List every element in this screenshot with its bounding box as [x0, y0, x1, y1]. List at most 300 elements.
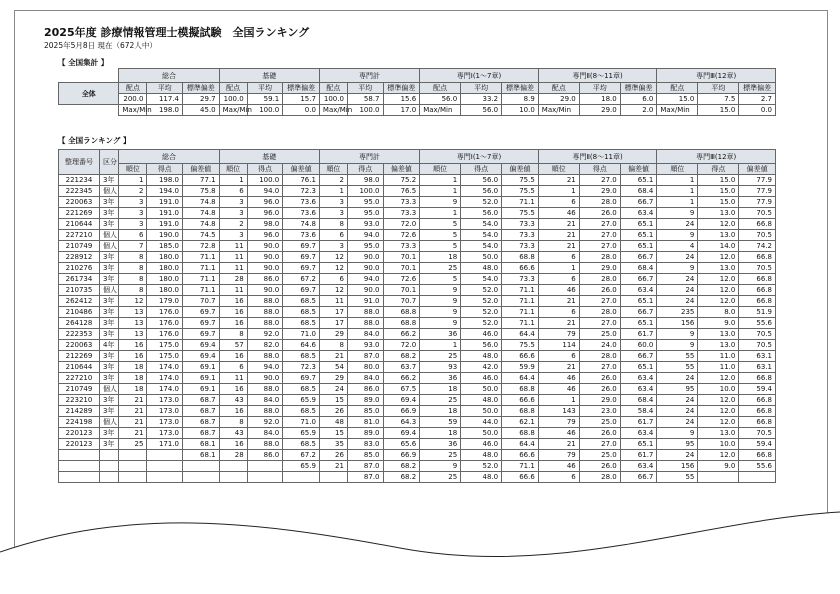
summary-stat-cell: 29.0 [538, 94, 579, 105]
ranking-value-cell: 16 [219, 318, 247, 329]
ranking-id-cell: 212269 [59, 351, 100, 362]
ranking-value-cell: 3 [319, 197, 347, 208]
ranking-value-cell: 21 [319, 351, 347, 362]
summary-stat-cell: 7.5 [698, 94, 739, 105]
ranking-value-cell: 12.0 [698, 252, 739, 263]
ranking-value-cell: 63.4 [620, 285, 657, 296]
ranking-value-cell: 68.8 [502, 406, 539, 417]
ranking-row [59, 274, 776, 285]
ranking-id-cell: 210735 [59, 285, 100, 296]
ranking-value-cell: 66.6 [502, 472, 539, 483]
ranking-value-cell: 28.0 [579, 307, 620, 318]
ranking-value-cell: 100.0 [347, 186, 383, 197]
ranking-row [59, 362, 776, 373]
ranking-value-cell: 46.0 [461, 329, 502, 340]
ranking-value-cell: 18 [119, 384, 147, 395]
ranking-value-cell: 9 [420, 307, 461, 318]
ranking-value-cell: 198.0 [147, 175, 183, 186]
summary-blank-cell [59, 105, 119, 116]
ranking-value-cell: 82.0 [247, 340, 283, 351]
ranking-value-cell: 24 [657, 274, 698, 285]
ranking-value-cell: 5 [420, 219, 461, 230]
ranking-value-cell: 66.9 [383, 406, 420, 417]
summary-subheader-cell: 配点 [538, 83, 579, 94]
ranking-class-cell: 3年 [99, 329, 118, 340]
ranking-value-cell: 63.4 [620, 461, 657, 472]
ranking-value-cell: 64.4 [502, 329, 539, 340]
ranking-value-cell: 94.0 [347, 230, 383, 241]
ranking-value-cell: 68.8 [502, 428, 539, 439]
summary-subheader-cell: 平均 [579, 83, 620, 94]
ranking-value-cell [247, 461, 283, 472]
ranking-value-cell: 25 [420, 263, 461, 274]
ranking-value-cell: 48.0 [461, 450, 502, 461]
document-subtitle: 2025年5月8日 現在（672人中） [44, 41, 157, 50]
ranking-value-cell: 13.0 [698, 263, 739, 274]
ranking-value-cell: 69.7 [182, 329, 219, 340]
ranking-value-cell: 1 [538, 395, 579, 406]
ranking-value-cell: 56.0 [461, 340, 502, 351]
ranking-value-cell: 68.7 [182, 428, 219, 439]
ranking-value-cell: 180.0 [147, 252, 183, 263]
ranking-value-cell: 11 [319, 296, 347, 307]
summary-subheader-cell: 平均 [147, 83, 183, 94]
ranking-value-cell: 66.8 [739, 296, 776, 307]
summary-group-header: 専門Ⅲ(12章) [657, 69, 776, 83]
ranking-value-cell: 21 [538, 296, 579, 307]
ranking-value-cell: 6 [538, 472, 579, 483]
ranking-class-cell [99, 472, 118, 483]
ranking-value-cell: 95 [657, 384, 698, 395]
ranking-value-cell: 59.4 [739, 439, 776, 450]
ranking-value-cell: 84.0 [247, 428, 283, 439]
ranking-value-cell: 66.8 [739, 450, 776, 461]
ranking-group-header: 専門Ⅱ(8～11章) [538, 150, 657, 164]
ranking-value-cell: 71.1 [182, 274, 219, 285]
ranking-value-cell: 11 [219, 241, 247, 252]
ranking-value-cell [147, 450, 183, 461]
ranking-value-cell: 71.0 [283, 417, 320, 428]
ranking-row [59, 461, 776, 472]
ranking-value-cell: 73.3 [383, 208, 420, 219]
ranking-value-cell: 90.0 [347, 263, 383, 274]
ranking-row [59, 340, 776, 351]
summary-group-header: 専門Ⅰ(1～7章) [420, 69, 539, 83]
class-column-header: 区分 [99, 150, 118, 175]
ranking-value-cell: 55 [657, 351, 698, 362]
ranking-row [59, 230, 776, 241]
ranking-value-cell: 74.8 [283, 219, 320, 230]
summary-subheader-cell: 配点 [119, 83, 147, 94]
ranking-value-cell: 83.0 [347, 439, 383, 450]
ranking-value-cell: 8 [219, 329, 247, 340]
ranking-value-cell: 11 [219, 285, 247, 296]
ranking-value-cell: 95.0 [347, 197, 383, 208]
ranking-value-cell: 61.7 [620, 450, 657, 461]
summary-subheader-cell: 配点 [420, 83, 461, 94]
ranking-value-cell: 18 [420, 406, 461, 417]
ranking-value-cell: 64.3 [383, 417, 420, 428]
ranking-value-cell [219, 461, 247, 472]
ranking-value-cell: 180.0 [147, 285, 183, 296]
ranking-value-cell: 66.8 [739, 274, 776, 285]
ranking-value-cell: 71.1 [502, 461, 539, 472]
summary-stat-cell: 29.7 [182, 94, 219, 105]
ranking-value-cell: 66.7 [620, 351, 657, 362]
ranking-value-cell: 65.1 [620, 230, 657, 241]
ranking-value-cell: 9 [657, 208, 698, 219]
ranking-value-cell: 27.0 [579, 230, 620, 241]
ranking-value-cell: 66.7 [620, 274, 657, 285]
document-title: 2025年度 診療情報管理士模擬試験 全国ランキング [44, 26, 310, 39]
ranking-row [59, 472, 776, 483]
ranking-value-cell: 90.0 [347, 252, 383, 263]
summary-stat-cell: 200.0 [119, 94, 147, 105]
ranking-value-cell: 71.1 [502, 296, 539, 307]
ranking-value-cell: 68.2 [383, 461, 420, 472]
ranking-value-cell: 25 [420, 351, 461, 362]
ranking-value-cell: 13 [119, 329, 147, 340]
ranking-value-cell: 18 [420, 252, 461, 263]
ranking-value-cell: 63.4 [620, 384, 657, 395]
ranking-value-cell: 80.0 [347, 362, 383, 373]
ranking-row [59, 241, 776, 252]
ranking-value-cell: 27.0 [579, 318, 620, 329]
ranking-value-cell: 66.8 [739, 219, 776, 230]
ranking-value-cell: 68.2 [383, 351, 420, 362]
ranking-id-cell: 222353 [59, 329, 100, 340]
ranking-value-cell: 66.7 [620, 307, 657, 318]
ranking-value-cell: 65.9 [283, 428, 320, 439]
ranking-value-cell: 2 [219, 219, 247, 230]
ranking-value-cell: 93 [420, 362, 461, 373]
ranking-id-cell: 220063 [59, 197, 100, 208]
ranking-section-label: 【 全国ランキング 】 [58, 136, 131, 145]
ranking-value-cell: 9 [657, 329, 698, 340]
ranking-value-cell: 1 [657, 175, 698, 186]
ranking-value-cell: 65.9 [283, 461, 320, 472]
ranking-value-cell: 12.0 [698, 219, 739, 230]
ranking-value-cell: 66.7 [620, 197, 657, 208]
ranking-value-cell: 8 [119, 263, 147, 274]
ranking-value-cell: 21 [538, 219, 579, 230]
ranking-value-cell: 88.0 [247, 384, 283, 395]
summary-maxmin-row [59, 105, 776, 116]
summary-stat-cell: 8.9 [502, 94, 539, 105]
ranking-value-cell: 24 [657, 252, 698, 263]
ranking-value-cell: 94.0 [247, 186, 283, 197]
ranking-value-cell: 68.1 [182, 439, 219, 450]
ranking-value-cell: 92.0 [247, 417, 283, 428]
ranking-value-cell: 93.0 [347, 340, 383, 351]
ranking-row [59, 373, 776, 384]
ranking-class-cell [99, 461, 118, 472]
ranking-value-cell: 50.0 [461, 406, 502, 417]
ranking-value-cell: 69.1 [182, 362, 219, 373]
summary-section-label: 【 全国集計 】 [58, 58, 109, 67]
ranking-value-cell: 16 [219, 307, 247, 318]
ranking-value-cell: 6 [319, 230, 347, 241]
ranking-value-cell: 79 [538, 417, 579, 428]
ranking-value-cell: 12 [119, 296, 147, 307]
summary-subheader-row [59, 83, 776, 94]
ranking-value-cell: 27.0 [579, 241, 620, 252]
ranking-value-cell: 54.0 [461, 230, 502, 241]
ranking-value-cell: 29.0 [579, 395, 620, 406]
summary-stats-row [59, 94, 776, 105]
ranking-value-cell: 68.5 [283, 406, 320, 417]
summary-subheader-cell: 平均 [461, 83, 502, 94]
ranking-value-cell: 21 [119, 417, 147, 428]
ranking-value-cell: 77.9 [739, 186, 776, 197]
ranking-value-cell: 6 [119, 230, 147, 241]
ranking-value-cell: 23.0 [579, 406, 620, 417]
ranking-row [59, 406, 776, 417]
ranking-row [59, 439, 776, 450]
summary-maxmin-label: Max/Min [119, 105, 147, 116]
ranking-value-cell: 25 [119, 439, 147, 450]
ranking-row [59, 296, 776, 307]
ranking-value-cell [182, 472, 219, 483]
ranking-value-cell: 11.0 [698, 351, 739, 362]
ranking-value-cell: 85.0 [347, 406, 383, 417]
ranking-value-cell: 94.0 [247, 362, 283, 373]
ranking-value-cell: 28.0 [579, 472, 620, 483]
summary-maxmin-label: Max/Min [219, 105, 247, 116]
ranking-class-cell: 3年 [99, 274, 118, 285]
ranking-value-cell: 114 [538, 340, 579, 351]
summary-stat-cell: 56.0 [420, 94, 461, 105]
ranking-value-cell: 10.0 [698, 384, 739, 395]
ranking-value-cell: 52.0 [461, 296, 502, 307]
ranking-value-cell: 81.0 [347, 417, 383, 428]
ranking-value-cell: 11.0 [698, 362, 739, 373]
ranking-value-cell: 88.0 [247, 318, 283, 329]
ranking-value-cell: 173.0 [147, 395, 183, 406]
ranking-value-cell: 92.0 [247, 329, 283, 340]
ranking-value-cell: 73.3 [383, 197, 420, 208]
ranking-subheader-cell: 順位 [538, 164, 579, 175]
ranking-value-cell: 4 [657, 241, 698, 252]
ranking-value-cell: 156 [657, 318, 698, 329]
summary-stat-cell: 59.1 [247, 94, 283, 105]
ranking-value-cell: 73.6 [283, 208, 320, 219]
ranking-value-cell: 26 [319, 450, 347, 461]
ranking-value-cell: 3 [319, 208, 347, 219]
ranking-value-cell: 66.8 [739, 252, 776, 263]
ranking-row [59, 450, 776, 461]
ranking-row [59, 186, 776, 197]
ranking-value-cell: 46 [538, 428, 579, 439]
ranking-value-cell: 14.0 [698, 241, 739, 252]
ranking-value-cell: 24 [657, 285, 698, 296]
ranking-value-cell: 75.5 [502, 186, 539, 197]
ranking-row [59, 351, 776, 362]
ranking-value-cell: 6 [319, 274, 347, 285]
ranking-value-cell: 68.5 [283, 439, 320, 450]
ranking-value-cell: 6 [219, 362, 247, 373]
ranking-class-cell: 個人 [99, 230, 118, 241]
ranking-value-cell: 1 [657, 186, 698, 197]
ranking-value-cell: 24 [319, 384, 347, 395]
ranking-value-cell: 16 [119, 351, 147, 362]
ranking-value-cell: 15.0 [698, 175, 739, 186]
summary-max-cell: 100.0 [247, 105, 283, 116]
ranking-value-cell: 56.0 [461, 175, 502, 186]
ranking-subheader-cell: 得点 [698, 164, 739, 175]
ranking-value-cell: 143 [538, 406, 579, 417]
ranking-value-cell: 88.0 [247, 439, 283, 450]
ranking-value-cell: 42.0 [461, 362, 502, 373]
ranking-value-cell: 66.8 [739, 417, 776, 428]
ranking-value-cell: 51.9 [739, 307, 776, 318]
ranking-value-cell: 88.0 [347, 318, 383, 329]
ranking-value-cell: 18 [420, 384, 461, 395]
ranking-value-cell: 69.1 [182, 384, 219, 395]
ranking-class-cell: 個人 [99, 186, 118, 197]
ranking-value-cell: 12.0 [698, 285, 739, 296]
ranking-value-cell: 66.6 [502, 351, 539, 362]
ranking-value-cell: 74.8 [182, 197, 219, 208]
ranking-value-cell: 24 [657, 450, 698, 461]
ranking-class-cell: 3年 [99, 362, 118, 373]
ranking-subheader-cell: 得点 [247, 164, 283, 175]
ranking-value-cell: 12.0 [698, 450, 739, 461]
ranking-subheader-cell: 順位 [219, 164, 247, 175]
summary-group-header: 基礎 [219, 69, 319, 83]
ranking-value-cell: 180.0 [147, 263, 183, 274]
ranking-value-cell: 68.5 [283, 296, 320, 307]
ranking-value-cell: 84.0 [347, 329, 383, 340]
ranking-value-cell: 87.0 [347, 461, 383, 472]
ranking-value-cell: 12.0 [698, 296, 739, 307]
ranking-value-cell: 13.0 [698, 428, 739, 439]
ranking-value-cell: 72.0 [383, 340, 420, 351]
ranking-row [59, 263, 776, 274]
ranking-value-cell: 86.0 [247, 450, 283, 461]
summary-subheader-cell: 平均 [347, 83, 383, 94]
ranking-value-cell: 28.0 [579, 197, 620, 208]
ranking-value-cell: 43 [219, 395, 247, 406]
ranking-row [59, 208, 776, 219]
ranking-value-cell: 55.6 [739, 318, 776, 329]
summary-stat-cell: 58.7 [347, 94, 383, 105]
ranking-value-cell: 70.5 [739, 230, 776, 241]
ranking-value-cell [147, 472, 183, 483]
ranking-value-cell: 88.0 [247, 307, 283, 318]
summary-max-cell: 56.0 [461, 105, 502, 116]
ranking-value-cell: 13 [119, 318, 147, 329]
ranking-class-cell: 3年 [99, 208, 118, 219]
ranking-value-cell: 6 [538, 307, 579, 318]
ranking-value-cell: 12 [319, 285, 347, 296]
ranking-value-cell: 50.0 [461, 428, 502, 439]
ranking-value-cell: 1 [657, 197, 698, 208]
ranking-value-cell: 72.0 [383, 219, 420, 230]
ranking-class-cell: 3年 [99, 296, 118, 307]
summary-max-cell: 15.0 [698, 105, 739, 116]
ranking-value-cell: 25.0 [579, 417, 620, 428]
ranking-group-header: 専門計 [319, 150, 419, 164]
ranking-value-cell: 66.2 [383, 329, 420, 340]
ranking-value-cell: 5 [420, 241, 461, 252]
ranking-value-cell [119, 472, 147, 483]
ranking-id-cell [59, 461, 100, 472]
ranking-id-cell: 223210 [59, 395, 100, 406]
summary-row-label: 全体 [59, 83, 119, 105]
ranking-value-cell: 21 [538, 362, 579, 373]
ranking-value-cell: 54 [319, 362, 347, 373]
ranking-value-cell: 67.2 [283, 274, 320, 285]
ranking-row [59, 329, 776, 340]
ranking-value-cell: 55.6 [739, 461, 776, 472]
ranking-id-cell: 210749 [59, 384, 100, 395]
ranking-value-cell: 3 [219, 197, 247, 208]
ranking-value-cell: 12.0 [698, 406, 739, 417]
ranking-value-cell: 24 [657, 395, 698, 406]
ranking-value-cell: 71.1 [502, 307, 539, 318]
ranking-value-cell: 25 [420, 472, 461, 483]
ranking-value-cell: 52.0 [461, 197, 502, 208]
ranking-id-cell: 210486 [59, 307, 100, 318]
ranking-value-cell: 15.0 [698, 186, 739, 197]
ranking-row [59, 219, 776, 230]
ranking-value-cell: 72.3 [283, 186, 320, 197]
ranking-class-cell: 4年 [99, 340, 118, 351]
ranking-subheader-cell: 偏差値 [283, 164, 320, 175]
ranking-value-cell: 91.0 [347, 296, 383, 307]
ranking-subheader-cell: 順位 [657, 164, 698, 175]
ranking-class-cell: 3年 [99, 428, 118, 439]
ranking-value-cell: 6 [538, 252, 579, 263]
ranking-id-cell: 221234 [59, 175, 100, 186]
ranking-value-cell: 21 [538, 175, 579, 186]
ranking-subheader-cell: 偏差値 [383, 164, 420, 175]
summary-maxmin-label: Max/Min [319, 105, 347, 116]
ranking-value-cell: 73.3 [502, 274, 539, 285]
ranking-value-cell: 73.3 [383, 241, 420, 252]
summary-subheader-cell: 平均 [698, 83, 739, 94]
ranking-value-cell: 29.0 [579, 186, 620, 197]
ranking-value-cell: 69.1 [182, 373, 219, 384]
ranking-class-cell: 3年 [99, 197, 118, 208]
ranking-value-cell: 13.0 [698, 340, 739, 351]
ranking-value-cell: 96.0 [247, 197, 283, 208]
ranking-value-cell: 29.0 [579, 263, 620, 274]
ranking-value-cell: 9 [657, 428, 698, 439]
ranking-value-cell: 43 [219, 428, 247, 439]
ranking-value-cell: 1 [119, 175, 147, 186]
summary-stat-cell: 15.7 [283, 94, 320, 105]
ranking-value-cell: 90.0 [347, 285, 383, 296]
ranking-value-cell: 52.0 [461, 461, 502, 472]
ranking-value-cell [219, 472, 247, 483]
ranking-value-cell: 28.0 [579, 274, 620, 285]
ranking-group-header: 専門Ⅲ(12章) [657, 150, 776, 164]
ranking-value-cell: 235 [657, 307, 698, 318]
ranking-value-cell: 68.5 [283, 351, 320, 362]
ranking-value-cell: 18 [119, 362, 147, 373]
summary-subheader-cell: 標準偏差 [739, 83, 776, 94]
ranking-value-cell: 70.1 [383, 285, 420, 296]
ranking-value-cell: 26.0 [579, 285, 620, 296]
ranking-value-cell: 12.0 [698, 395, 739, 406]
ranking-value-cell: 46 [538, 373, 579, 384]
ranking-value-cell: 67.2 [283, 450, 320, 461]
ranking-value-cell: 61.7 [620, 329, 657, 340]
ranking-value-cell: 8 [119, 252, 147, 263]
ranking-value-cell: 88.0 [247, 406, 283, 417]
